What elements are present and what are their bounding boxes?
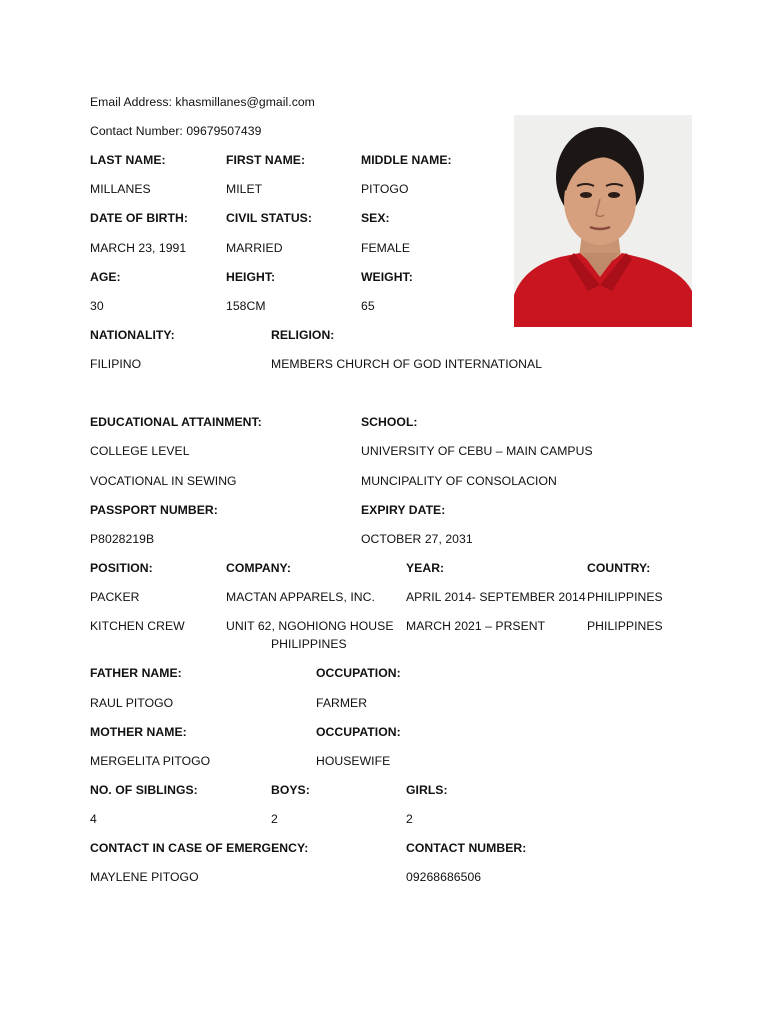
father-occupation-value: FARMER <box>316 696 368 710</box>
emergency-number-label: CONTACT NUMBER: <box>406 841 527 855</box>
educational-attainment-label: EDUCATIONAL ATTAINMENT: <box>90 415 262 429</box>
employment-company-2-line2: PHILIPPINES <box>271 637 347 651</box>
position-label: POSITION: <box>90 561 153 575</box>
education-attainment-1: COLLEGE LEVEL <box>90 444 190 458</box>
nationality-label: NATIONALITY: <box>90 328 175 342</box>
dob-label: DATE OF BIRTH: <box>90 211 188 225</box>
school-label: SCHOOL: <box>361 415 418 429</box>
first-name-label: FIRST NAME: <box>226 153 306 167</box>
dob-value: MARCH 23, 1991 <box>90 241 187 255</box>
civil-status-value: MARRIED <box>226 241 283 255</box>
contact-number-line <box>90 124 261 139</box>
employment-position-1: PACKER <box>90 590 140 604</box>
passport-number-label: PASSPORT NUMBER: <box>90 503 218 517</box>
age-value: 30 <box>90 299 104 313</box>
boys-label: BOYS: <box>271 783 310 797</box>
contact-number-label: Contact Number: <box>90 124 183 138</box>
religion-label: RELIGION: <box>271 328 335 342</box>
father-name-value: RAUL PITOGO <box>90 696 174 710</box>
portrait-photo <box>514 115 692 327</box>
girls-label: GIRLS: <box>406 783 448 797</box>
employment-company-2: UNIT 62, NGOHIONG HOUSE <box>226 619 394 633</box>
education-school-2: MUNCIPALITY OF CONSOLACION <box>361 474 557 488</box>
employment-country-2: PHILIPPINES <box>587 619 663 633</box>
weight-value: 65 <box>361 299 375 313</box>
last-name-label: LAST NAME: <box>90 153 166 167</box>
email-value[interactable]: khasmillanes@gmail.com <box>175 95 315 109</box>
mother-name-value: MERGELITA PITOGO <box>90 754 211 768</box>
middle-name-label: MIDDLE NAME: <box>361 153 452 167</box>
sex-value: FEMALE <box>361 241 411 255</box>
company-label: COMPANY: <box>226 561 291 575</box>
last-name-value: MILLANES <box>90 182 151 196</box>
father-name-label: FATHER NAME: <box>90 666 182 680</box>
girls-value: 2 <box>406 812 413 826</box>
mother-name-label: MOTHER NAME: <box>90 725 187 739</box>
nationality-value: FILIPINO <box>90 357 142 371</box>
height-label: HEIGHT: <box>226 270 276 284</box>
expiry-date-label: EXPIRY DATE: <box>361 503 446 517</box>
country-label: COUNTRY: <box>587 561 651 575</box>
age-label: AGE: <box>90 270 121 284</box>
employment-year-2: MARCH 2021 – PRSENT <box>406 619 546 633</box>
contact-number-value: 09679507439 <box>186 124 262 138</box>
employment-company-1: MACTAN APPARELS, INC. <box>226 590 375 604</box>
emergency-number-value: 09268686506 <box>406 870 482 884</box>
email-label: Email Address: <box>90 95 172 109</box>
employment-year-1: APRIL 2014- SEPTEMBER 2014 <box>406 590 586 604</box>
passport-number-value: P8028219B <box>90 532 155 546</box>
emergency-contact-label: CONTACT IN CASE OF EMERGENCY: <box>90 841 309 855</box>
mother-occupation-value: HOUSEWIFE <box>316 754 391 768</box>
boys-value: 2 <box>271 812 278 826</box>
employment-country-1: PHILIPPINES <box>587 590 663 604</box>
siblings-label: NO. OF SIBLINGS: <box>90 783 198 797</box>
first-name-value: MILET <box>226 182 263 196</box>
civil-status-label: CIVIL STATUS: <box>226 211 312 225</box>
mother-occupation-label: OCCUPATION: <box>316 725 401 739</box>
weight-label: WEIGHT: <box>361 270 413 284</box>
father-occupation-label: OCCUPATION: <box>316 666 401 680</box>
emergency-contact-value: MAYLENE PITOGO <box>90 870 199 884</box>
siblings-value: 4 <box>90 812 97 826</box>
education-attainment-2: VOCATIONAL IN SEWING <box>90 474 237 488</box>
employment-position-2: KITCHEN CREW <box>90 619 185 633</box>
middle-name-value: PITOGO <box>361 182 409 196</box>
religion-value: MEMBERS CHURCH OF GOD INTERNATIONAL <box>271 357 543 371</box>
education-school-1: UNIVERSITY OF CEBU – MAIN CAMPUS <box>361 444 593 458</box>
portrait-photo-icon <box>514 115 692 327</box>
sex-label: SEX: <box>361 211 390 225</box>
email-line <box>90 95 315 110</box>
height-value: 158CM <box>226 299 266 313</box>
expiry-date-value: OCTOBER 27, 2031 <box>361 532 473 546</box>
year-label: YEAR: <box>406 561 445 575</box>
